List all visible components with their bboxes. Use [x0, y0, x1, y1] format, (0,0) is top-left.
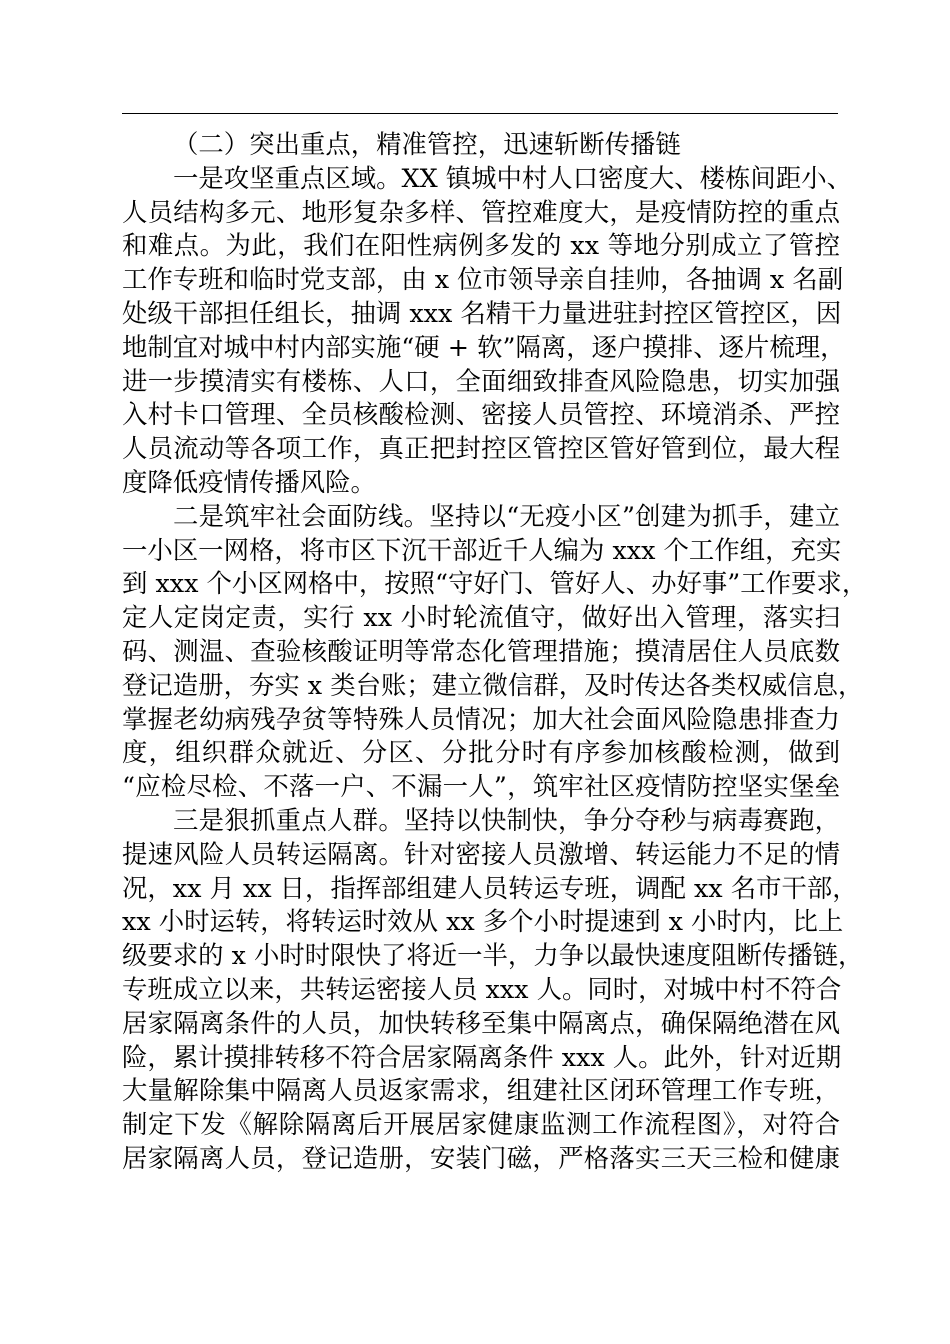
- text-line: 级要求的 x 小时时限快了将近一半，力争以最快速度阻断传播链，: [122, 940, 864, 971]
- paragraph-3: [122, 804, 864, 1176]
- text-line: “应检尽检、不落一户、不漏一人”，筑牢社区疫情防控坚实堡垒: [122, 771, 840, 802]
- text-line: 掌握老幼病残孕贫等特殊人员情况；加大社会面风险隐患排查力: [122, 703, 840, 734]
- text-line: 度，组织群众就近、分区、分批分时有序参加核酸检测，做到: [122, 737, 840, 768]
- text-line: 处级干部担任组长，抽调 xxx 名精干力量进驻封控区管控区，因: [122, 297, 842, 328]
- text-line: 一小区一网格，将市区下沉干部近千人编为 xxx 个工作组，充实: [122, 534, 842, 565]
- text-line: 到 xxx 个小区网格中，按照“守好门、管好人、办好事”工作要求，: [122, 568, 868, 599]
- paragraph-2: [122, 500, 868, 804]
- text-line: 码、测温、查验核酸证明等常态化管理措施；摸清居住人员底数: [122, 635, 840, 666]
- text-line: 工作专班和临时党支部，由 x 位市领导亲自挂帅，各抽调 x 名副: [122, 264, 844, 295]
- text-line: 提速风险人员转运隔离。针对密接人员激增、转运能力不足的情: [122, 838, 840, 869]
- text-line: 进一步摸清实有楼栋、人口，全面细致排查风险隐患，切实加强: [122, 365, 840, 396]
- text-line: 专班成立以来，共转运密接人员 xxx 人。同时，对城中村不符合: [122, 973, 842, 1004]
- text-line: 登记造册，夯实 x 类台账；建立微信群，及时传达各类权威信息，: [122, 669, 864, 700]
- text-line: 一是攻坚重点区域。XX 镇城中村人口密度大、楼栋间距小、: [173, 162, 852, 193]
- header-rule: [122, 113, 838, 114]
- text-line: 三是狠抓重点人群。坚持以快制快，争分夺秒与病毒赛跑，: [173, 804, 840, 835]
- text-line: 入村卡口管理、全员核酸检测、密接人员管控、环境消杀、严控: [122, 399, 840, 430]
- text-line: 人员流动等各项工作，真正把封控区管控区管好管到位，最大程: [122, 433, 840, 464]
- paragraph-1: [122, 162, 852, 500]
- text-line: 况，xx 月 xx 日，指挥部组建人员转运专班，调配 xx 名市干部，: [122, 872, 858, 903]
- text-line: 和难点。为此，我们在阳性病例多发的 xx 等地分别成立了管控: [122, 230, 840, 261]
- text-line: 制定下发《解除隔离后开展居家健康监测工作流程图》，对符合: [122, 1109, 840, 1140]
- text-line: 地制宜对城中村内部实施“硬 + 软”隔离，逐户摸排、逐片梳理，: [122, 331, 846, 362]
- document-body: [122, 128, 868, 1176]
- text-line: 定人定岗定责，实行 xx 小时轮流值守，做好出入管理，落实扫: [122, 602, 840, 633]
- text-line: xx 小时运转，将转运时效从 xx 多个小时提速到 x 小时内，比上: [122, 906, 844, 937]
- section-heading: （二）突出重点，精准管控，迅速斩断传播链: [173, 129, 681, 159]
- text-line: 大量解除集中隔离人员返家需求，组建社区闭环管理工作专班，: [122, 1075, 840, 1106]
- text-line: 度降低疫情传播风险。: [122, 466, 376, 497]
- text-line: 二是筑牢社会面防线。坚持以“无疫小区”创建为抓手，建立: [173, 500, 840, 531]
- text-line: 险，累计摸排转移不符合居家隔离条件 xxx 人。此外，针对近期: [122, 1041, 842, 1072]
- text-line: 人员结构多元、地形复杂多样、管控难度大，是疫情防控的重点: [122, 196, 840, 227]
- text-line: 居家隔离条件的人员，加快转移至集中隔离点，确保隔绝潜在风: [122, 1007, 840, 1038]
- text-line: 居家隔离人员，登记造册，安装门磁，严格落实三天三检和健康: [122, 1142, 840, 1173]
